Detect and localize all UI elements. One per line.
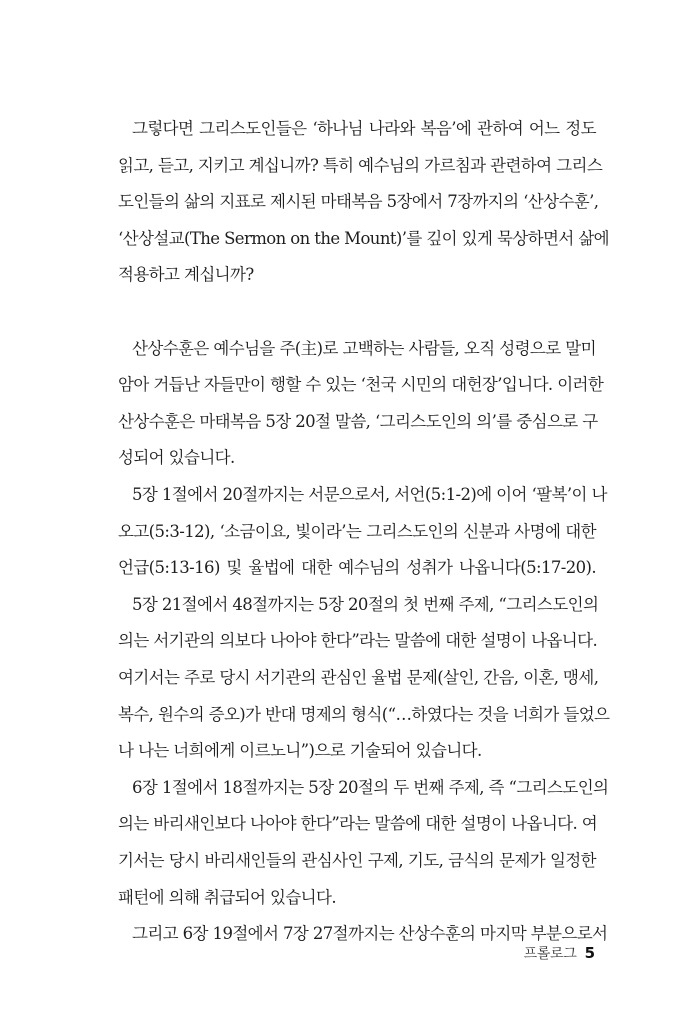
paragraph-4-line-4: 복수, 원수의 증오)가 반대 명제의 형식(“…하였다는 것을 너희가 들었으 (118, 705, 610, 724)
paragraph-4-line-2: 의는 서기관의 의보다 나아야 한다”라는 말씀에 대한 설명이 나옵니다. (118, 631, 598, 650)
paragraph-4-line-5: 나 나는 너희에게 이르노니”)으로 기술되어 있습니다. (118, 741, 482, 760)
paragraph-5-line-2: 의는 바리새인보다 나아야 한다”라는 말씀에 대한 설명이 나옵니다. 여 (118, 814, 598, 833)
page-footer (524, 943, 595, 967)
paragraph-4-line-3: 여기서는 주로 당시 서기관의 관심인 율법 문제(살인, 간음, 이혼, 맹세, (118, 668, 599, 687)
paragraph-5-line-4: 패턴에 의해 취급되어 있습니다. (118, 888, 336, 907)
paragraph-2-line-1: 산상수훈은 예수님을 주(主)로 고백하는 사람들, 오직 성령으로 말미 (132, 339, 596, 358)
paragraph-2-line-3: 산상수훈은 마태복음 5장 20절 말씀, ‘그리스도인의 의’를 중심으로 구 (118, 412, 598, 431)
paragraph-5-line-1: 6장 1절에서 18절까지는 5장 20절의 두 번째 주제, 즉 “그리스도인의 (132, 778, 609, 797)
paragraph-5-line-3: 기서는 당시 바리새인들의 관심사인 구제, 기도, 금식의 문제가 일정한 (118, 851, 596, 870)
paragraph-3-line-1: 5장 1절에서 20절까지는 서문으로서, 서언(5:1-2)에 이어 ‘팔복’이 나 (132, 485, 607, 504)
paragraph-1-line-5: 적용하고 계십니까? (118, 265, 254, 284)
paragraph-1-line-3: 도인들의 삶의 지표로 제시된 마태복음 5장에서 7장까지의 ‘산상수훈’, (118, 192, 599, 211)
paragraph-6-line-1: 그리고 6장 19절에서 7장 27절까지는 산상수훈의 마지막 부분으로서 (132, 924, 608, 943)
paragraph-4-line-1: 5장 21절에서 48절까지는 5장 20절의 첫 번째 주제, “그리스도인의 (132, 595, 599, 614)
paragraph-3-line-2: 오고(5:3-12), ‘소금이요, 빛이라’는 그리스도인의 신분과 사명에 대한 (118, 522, 596, 541)
page-number: 5 (584, 944, 595, 962)
paragraph-1-line-2: 읽고, 듣고, 지키고 계십니까? 특히 예수님의 가르침과 관련하여 그리스 (118, 156, 603, 175)
paragraph-3-line-3: 언급(5:13-16) 및 율법에 대한 예수님의 성취가 나옵니다(5:17-20). (118, 558, 596, 577)
paragraph-1-line-1: 그렇다면 그리스도인들은 ‘하나님 나라와 복음’에 관하여 어느 정도 (132, 119, 596, 138)
paragraph-2-line-4: 성되어 있습니다. (118, 448, 235, 467)
paragraph-1-line-4: ‘산상설교(The Sermon on the Mount)’를 깊이 있게 묵상하면서 삶에 (118, 229, 610, 248)
chapter-label: 프롤로그 (523, 946, 577, 962)
paragraph-2-line-2: 암아 거듭난 자들만이 행할 수 있는 ‘천국 시민의 대헌장’입니다. 이러한 (118, 375, 604, 394)
